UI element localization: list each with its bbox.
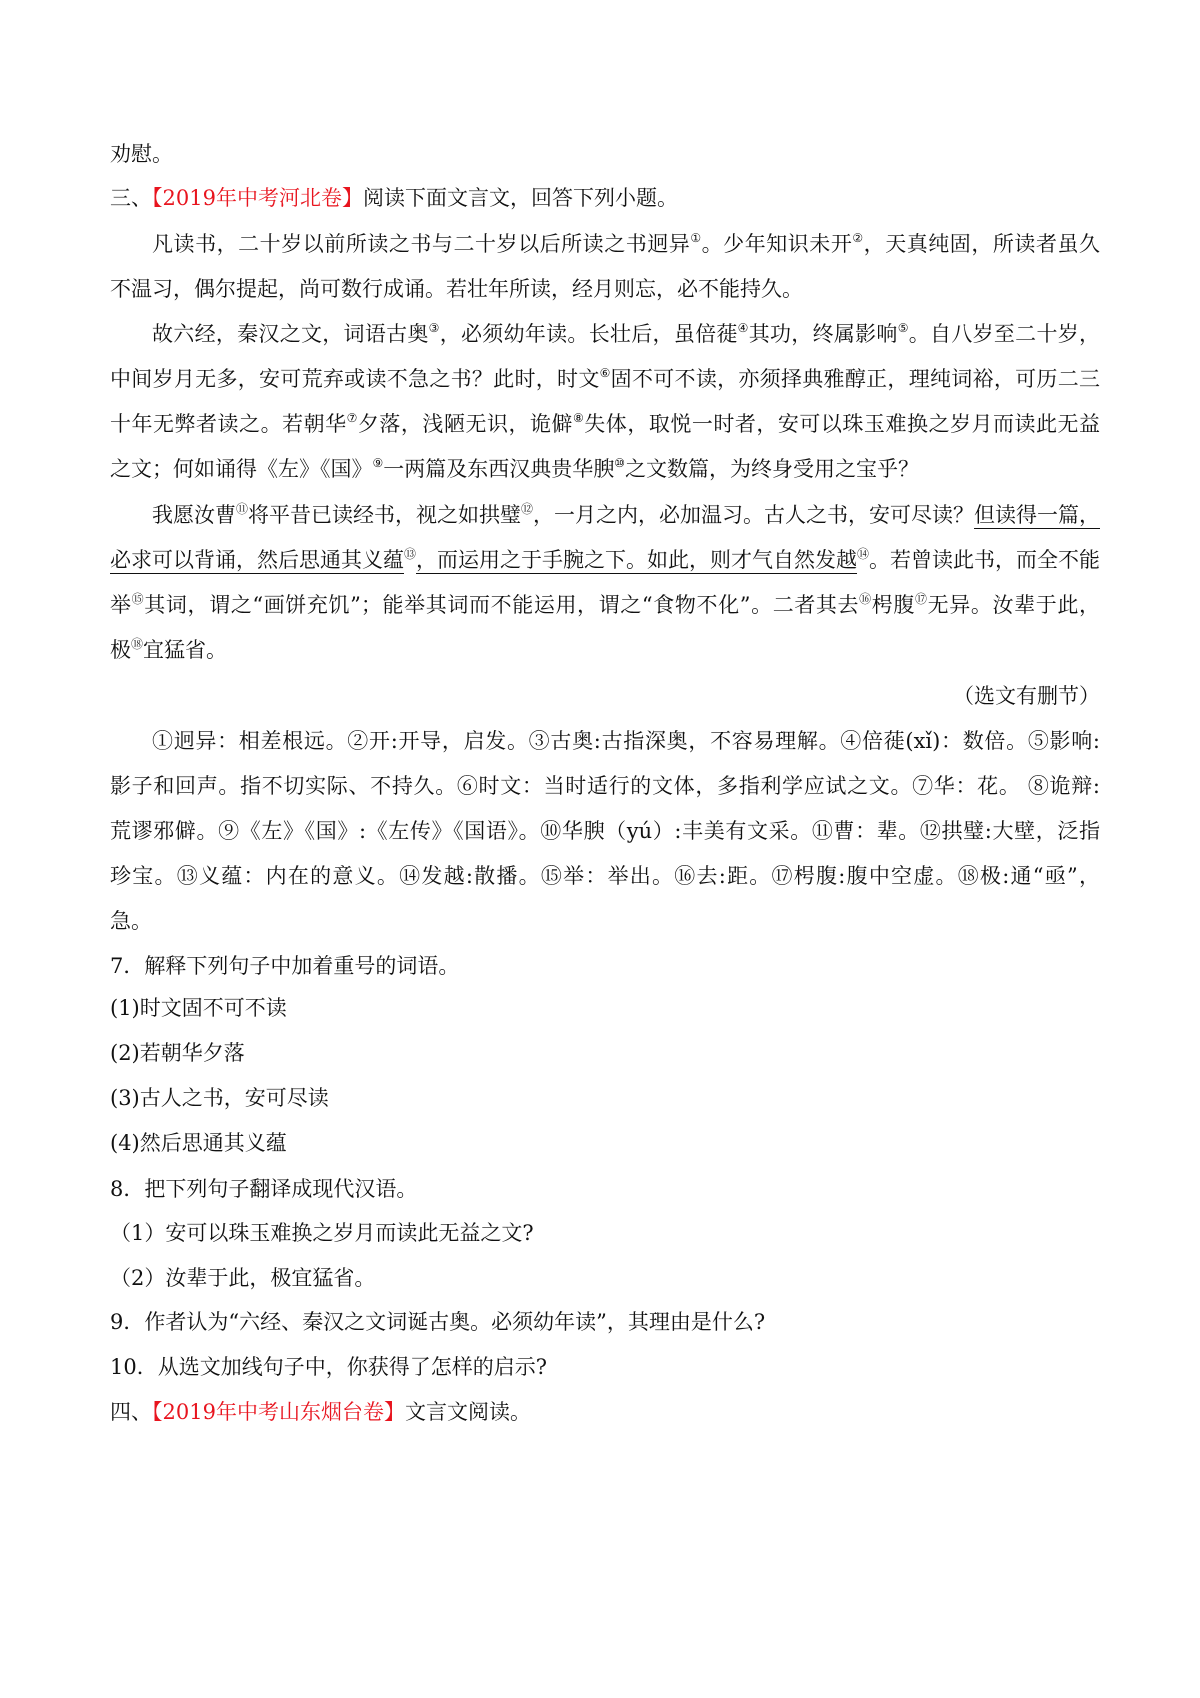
section-3-source: 【2019年中考河北卷】	[152, 186, 363, 210]
emphasis-dot-char: 固	[182, 993, 203, 1023]
passage-p3-line2: 必求可以背诵，然后思通其义蕴⑬，而运用之于手腕之下。如此，则才气自然发越⑭。若曾读此书，而全不能	[110, 547, 1100, 572]
section-3-prefix: 三、	[110, 186, 152, 210]
top-fragment: 劝慰。	[110, 142, 173, 166]
footnote-ref: ②	[852, 231, 864, 245]
passage-p3-line1: 我愿汝曹⑪将平昔已读经书，视之如拱璧⑫，一月之内，必加温习。古人之书，安可尽读？但读得一篇，	[152, 502, 1100, 527]
footnote-ref: ⑬	[404, 547, 417, 561]
emphasis-dot-char: 通	[203, 1128, 224, 1158]
section-4-instruction: 文言文阅读。	[404, 1400, 531, 1424]
underlined-sentence: ，而运用之于手腕之下。如此，则才气自然发越	[416, 548, 858, 572]
footnote-ref: ⑭	[857, 547, 870, 561]
question-7-item: (4)然后思通其义蕴	[110, 1128, 1100, 1158]
question-8-stem: 8．把下列句子翻译成现代汉语。	[110, 1177, 418, 1201]
annotation-line: ①迥异：相差根远。②开:开导，启发。③古奥:古指深奥，不容易理解。④倍蓰(xǐ)：数倍。⑤影响:	[152, 729, 1100, 753]
footnote-ref: ⑯	[859, 592, 872, 606]
emphasis-dot-char: 若	[140, 1038, 161, 1068]
footnote-ref: ⑫	[521, 502, 534, 516]
question-7-item: (3)古人之书，安可尽读	[110, 1083, 1100, 1113]
footnote-ref: ③	[428, 321, 440, 335]
question-9: 9．作者认为“六经、秦汉之文词诞古奥。必须幼年读”，其理由是什么?	[110, 1310, 766, 1334]
passage-p2-line2: 中间岁月无多，安可荒弃或读不急之书？此时，时文⑥固不可不读，亦须择典雅醇正，理纯词裕，可历二三	[110, 366, 1100, 391]
passage-p2-line1: 故六经，秦汉之文，词语古奥③，必须幼年读。长壮后，虽倍蓰④其功，终属影响⑤。自八岁至二十岁，	[152, 321, 1100, 346]
annotation-line: 影子和回声。指不切实际、不持久。⑥时文：当时适行的文体，多指利学应试之文。⑦华：花。 ⑧诡辩:	[110, 774, 1100, 798]
passage-p3-line3: 举⑮其词，谓之“画饼充饥”；能举其词而不能运用，谓之“食物不化”。二者其去⑯枵腹⑰无异。汝辈于此，	[110, 592, 1100, 617]
section-4-heading	[110, 1397, 1100, 1427]
source-note: （选文有删节）	[953, 684, 1100, 708]
footnote-ref: ①	[690, 231, 702, 245]
annotation-line: 急。	[110, 909, 152, 933]
section-4-source: 【2019年中考山东烟台卷】	[152, 1400, 405, 1424]
passage-p3-line4: 极⑱宜猛省。	[110, 637, 228, 662]
annotation-line: 荒谬邪僻。⑨《左》《国》:《左传》《国语》。⑩华腴（yú）:丰美有文采。⑪曹：辈。⑫拱璧:大壁，泛指	[110, 819, 1100, 843]
footnote-ref: ⑨	[372, 456, 384, 470]
question-7-item: (1)时文固不可不读	[110, 993, 1100, 1023]
passage-p1-line1: 凡读书，二十岁以前所读之书与二十岁以后所读之书迥异①。少年知识未开②，天真纯固，所读者虽久	[152, 231, 1100, 256]
question-8-item: （1）安可以珠玉难换之岁月而读此无益之文?	[110, 1221, 534, 1245]
question-10: 10．从选文加线句子中，你获得了怎样的启示?	[110, 1355, 547, 1379]
footnote-ref: ⑮	[131, 592, 145, 606]
footnote-ref: ⑥	[599, 366, 611, 380]
footnote-ref: ⑰	[915, 592, 928, 606]
footnote-ref: ⑱	[131, 637, 144, 651]
section-3-instruction: 阅读下面文言文，回答下列小题。	[362, 186, 678, 210]
question-7-item: (2)若朝华夕落	[110, 1038, 1100, 1068]
footnote-ref: ⑩	[614, 456, 626, 470]
question-7-stem: 7．解释下列句子中加着重号的词语。	[110, 954, 460, 978]
footnote-ref: ⑦	[346, 411, 358, 425]
underlined-sentence: 必求可以背诵，然后思通其义蕴	[110, 548, 404, 572]
footnote-ref: ⑧	[573, 411, 585, 425]
passage-p2-line4: 之文；何如诵得《左》《国》⑨一两篇及东西汉典贵华腴⑩之文数篇，为终身受用之宝乎？	[110, 456, 920, 481]
question-8-item: （2）汝辈于此，极宜猛省。	[110, 1266, 376, 1290]
passage-p1-line2: 不温习，偶尔提起，尚可数行成诵。若壮年所读，经月则忘，必不能持久。	[110, 277, 803, 301]
footnote-ref: ⑤	[897, 321, 909, 335]
underlined-sentence: 但读得一篇，	[974, 503, 1100, 527]
footnote-ref: ⑪	[236, 502, 249, 516]
footnote-ref: ④	[737, 321, 749, 335]
section-4-prefix: 四、	[110, 1400, 152, 1424]
annotation-line: 珍宝。⑬义蕴：内在的意义。⑭发越:散播。⑮举：举出。⑯去:距。⑰枵腹:腹中空虚。⑱极:通“亟”，	[110, 864, 1100, 888]
section-3-heading	[110, 183, 1100, 213]
emphasis-dot-char: 尽	[287, 1083, 308, 1113]
passage-p2-line3: 十年无弊者读之。若朝华⑦夕落，浅陋无识，诡僻⑧失体，取悦一时者，安可以珠玉难换之岁月而读此无益	[110, 411, 1100, 436]
